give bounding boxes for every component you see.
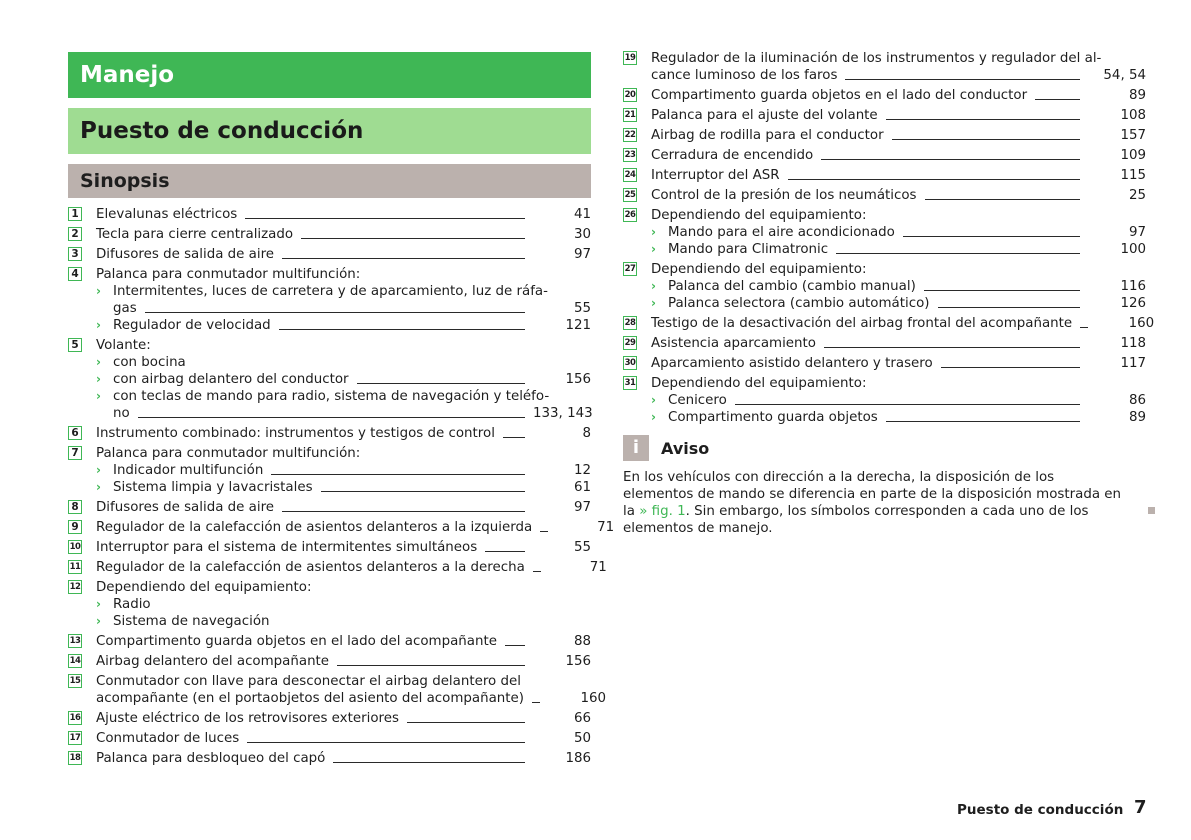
item-text: Elevalunas eléctricos [96, 207, 238, 222]
item-text: cance luminoso de los faros [651, 68, 838, 83]
page-reference[interactable]: 97 [573, 500, 591, 515]
leader-line [138, 417, 525, 418]
leader-line [821, 159, 1080, 160]
page-reference[interactable]: 55 [573, 540, 591, 555]
item-text: Airbag delantero del acompañante [96, 654, 330, 669]
leader-line [245, 218, 525, 219]
leader-line [337, 665, 525, 666]
page-reference[interactable]: 156 [565, 372, 591, 387]
item-text: Radio [113, 597, 151, 612]
page-reference[interactable]: 157 [1120, 128, 1146, 143]
list-item [68, 653, 591, 670]
notice-text-before: En los vehículos con dirección a la derecha, la disposición de los elementos de mando se diferencia en parte de la disposición mostrada en la [623, 470, 1122, 519]
item-text: Asistencia aparcamiento [651, 336, 816, 351]
list-item [68, 425, 591, 442]
item-text: Ajuste eléctrico de los retrovisores exteriores [96, 711, 399, 726]
leader-line [145, 312, 525, 313]
leader-line [407, 722, 525, 723]
item-text: Difusores de salida de aire [96, 500, 275, 515]
page-reference[interactable]: 121 [565, 318, 591, 333]
leader-line [1080, 327, 1088, 328]
list-item-line [68, 462, 591, 479]
list-item [623, 335, 1146, 352]
item-text: Regulador de la iluminación de los instrumentos y regulador del al- [651, 51, 1102, 66]
list-item [68, 710, 591, 727]
item-number-badge: 10 [69, 542, 81, 552]
item-number-badge: 4 [68, 267, 82, 281]
item-text: con teclas de mando para radio, sistema de navegación y teléfo- [113, 389, 550, 404]
item-text: Compartimento guarda objetos en el lado del acompañante [96, 634, 497, 649]
page-reference[interactable]: 25 [1128, 188, 1146, 203]
leader-line [321, 491, 525, 492]
figure-link[interactable]: » fig. 1 [639, 504, 686, 519]
leader-line [333, 762, 525, 763]
item-text: Compartimento guarda objetos en el lado del conductor [651, 88, 1028, 103]
item-text: Dependiendo del equipamiento: [96, 580, 312, 595]
list-item-line [623, 224, 1146, 241]
page-reference[interactable]: 156 [565, 654, 591, 669]
overview-list-right [623, 50, 1155, 426]
leader-line [924, 290, 1080, 291]
leader-line [279, 329, 525, 330]
page-reference[interactable]: 30 [573, 227, 591, 242]
list-item [68, 519, 615, 536]
item-number-badge: 25 [624, 190, 636, 200]
item-text: Regulador de la calefacción de asientos delanteros a la derecha [96, 560, 525, 575]
notice-body [623, 469, 1123, 537]
item-number-badge: 11 [69, 562, 81, 572]
notice-box [623, 435, 1146, 537]
list-item [68, 337, 591, 354]
list-item-line [623, 67, 1146, 84]
item-number-badge: 7 [68, 446, 82, 460]
leader-line [282, 258, 525, 259]
chevron-right-icon: › [651, 296, 656, 310]
leader-line [540, 531, 548, 532]
leader-line [938, 307, 1080, 308]
list-item-line [68, 371, 591, 388]
item-text: Palanca para desbloqueo del capó [96, 751, 326, 766]
leader-line [503, 437, 525, 438]
list-item [623, 107, 1146, 124]
leader-line [735, 404, 1080, 405]
item-text: Dependiendo del equipamiento: [651, 262, 867, 277]
leader-line [533, 571, 541, 572]
list-item-line [623, 409, 1146, 426]
item-text: Mando para el aire acondicionado [668, 225, 895, 240]
list-item-line [68, 690, 606, 707]
item-text: Conmutador con llave para desconectar el airbag delantero del [96, 674, 521, 689]
item-number-badge: 8 [68, 500, 82, 514]
item-number-badge: 18 [69, 753, 81, 763]
chevron-right-icon: › [651, 242, 656, 256]
chevron-right-icon: › [96, 614, 101, 628]
item-text: acompañante (en el portaobjetos del asiento del acompañante) [96, 691, 524, 706]
item-number-badge: 21 [624, 110, 636, 120]
page-reference[interactable]: 186 [565, 751, 591, 766]
chevron-right-icon: › [651, 410, 656, 424]
chevron-right-icon: › [96, 597, 101, 611]
list-item [623, 187, 1146, 204]
leader-line [788, 179, 1080, 180]
item-number-badge: 5 [68, 338, 82, 352]
chevron-right-icon: › [96, 463, 101, 477]
item-text: Intermitentes, luces de carretera y de aparcamiento, luz de ráfa- [113, 284, 548, 299]
item-text: Cenicero [668, 393, 727, 408]
item-text: Mando para Climatronic [668, 242, 829, 257]
list-item [68, 579, 591, 596]
list-item [623, 315, 1155, 332]
notice-text-after: . Sin embargo, los símbolos corresponden a cada uno de los elementos de manejo. [623, 504, 1089, 536]
item-text: Compartimento guarda objetos [668, 410, 878, 425]
page-reference[interactable]: 133, 143 [533, 406, 593, 421]
item-number-badge: 29 [624, 338, 636, 348]
end-of-section-marker [1148, 507, 1155, 514]
item-text: no [113, 406, 130, 421]
item-number-badge: 26 [624, 210, 636, 220]
chevron-right-icon: › [96, 318, 101, 332]
leader-line [892, 139, 1080, 140]
chevron-right-icon: › [96, 389, 101, 403]
page-reference[interactable]: 100 [1120, 242, 1146, 257]
item-number-badge: 16 [69, 713, 81, 723]
item-text: Control de la presión de los neumáticos [651, 188, 917, 203]
list-item [623, 375, 1146, 392]
item-text: Tecla para cierre centralizado [96, 227, 294, 242]
item-text: Palanca para conmutador multifunción: [96, 267, 361, 282]
item-text: Volante: [96, 338, 151, 353]
leader-line [903, 236, 1080, 237]
leader-line [925, 199, 1080, 200]
list-item [68, 539, 591, 556]
item-text: Indicador multifunción [113, 463, 264, 478]
item-number-badge: 3 [68, 247, 82, 261]
item-number-badge: 30 [624, 358, 636, 368]
chevron-right-icon: › [96, 480, 101, 494]
leader-line [886, 119, 1080, 120]
page-reference[interactable]: 115 [1120, 168, 1146, 183]
list-item [68, 730, 591, 747]
page-reference[interactable]: 55 [573, 301, 591, 316]
item-text: Conmutador de luces [96, 731, 240, 746]
item-number-badge: 27 [624, 264, 636, 274]
item-text: Dependiendo del equipamiento: [651, 208, 867, 223]
list-item-line [68, 354, 591, 371]
page-number: 7 [1134, 797, 1147, 818]
list-item [623, 147, 1146, 164]
leader-line [845, 79, 1080, 80]
list-item-line [68, 405, 591, 422]
page-reference[interactable]: 41 [573, 207, 591, 222]
list-item [68, 559, 607, 576]
chapter-header: Manejo [68, 52, 591, 98]
list-item [68, 206, 591, 223]
list-item [68, 246, 591, 263]
item-text: Regulador de la calefacción de asientos delanteros a la izquierda [96, 520, 533, 535]
subsection-header: Sinopsis [68, 164, 591, 198]
item-text: Interruptor del ASR [651, 168, 780, 183]
list-item [623, 167, 1146, 184]
page-reference[interactable]: 109 [1120, 148, 1146, 163]
chevron-right-icon: › [96, 284, 101, 298]
page-reference[interactable]: 66 [573, 711, 591, 726]
overview-list-left [68, 206, 615, 767]
list-item-line [623, 278, 1146, 295]
item-number-badge: 31 [624, 378, 636, 388]
page-reference[interactable]: 86 [1128, 393, 1146, 408]
page-reference[interactable]: 117 [1120, 356, 1146, 371]
list-item [623, 50, 1146, 67]
list-item [623, 261, 1146, 278]
list-item [623, 87, 1146, 104]
item-number-badge: 24 [624, 170, 636, 180]
item-text: Interruptor para el sistema de intermitentes simultáneos [96, 540, 478, 555]
list-item-line [68, 479, 591, 496]
item-text: Sistema limpia y lavacristales [113, 480, 313, 495]
page-reference[interactable]: 89 [1128, 410, 1146, 425]
leader-line [282, 511, 525, 512]
item-text: Testigo de la desactivación del airbag frontal del acompañante [651, 316, 1073, 331]
page-reference[interactable]: 8 [582, 426, 591, 441]
list-item [68, 633, 591, 650]
page-reference[interactable]: 97 [573, 247, 591, 262]
page-reference[interactable]: 97 [1128, 225, 1146, 240]
item-text: con bocina [113, 355, 186, 370]
leader-line [505, 645, 525, 646]
item-number-badge: 15 [69, 676, 81, 686]
item-number-badge: 23 [624, 150, 636, 160]
footer-section-title: Puesto de conducción [957, 802, 1124, 818]
page-reference[interactable]: 50 [573, 731, 591, 746]
page-reference[interactable]: 54, 54 [1103, 68, 1146, 83]
chevron-right-icon: › [96, 372, 101, 386]
info-icon: i [623, 435, 649, 461]
page-reference[interactable]: 160 [580, 691, 606, 706]
page-reference[interactable]: 88 [573, 634, 591, 649]
list-item-line [68, 388, 591, 405]
leader-line [271, 474, 525, 475]
item-number-badge: 1 [68, 207, 82, 221]
item-number-badge: 6 [68, 426, 82, 440]
leader-line [532, 702, 540, 703]
leader-line [824, 347, 1080, 348]
item-text: Regulador de velocidad [113, 318, 271, 333]
list-item-line [623, 295, 1146, 312]
list-item-line [68, 317, 591, 334]
section-header: Puesto de conducción [68, 108, 591, 154]
list-item-line [68, 613, 591, 630]
item-number-badge: 17 [69, 733, 81, 743]
leader-line [1035, 99, 1080, 100]
item-number-badge: 14 [69, 656, 81, 666]
page-reference[interactable]: 108 [1120, 108, 1146, 123]
list-item [68, 445, 591, 462]
page-reference[interactable]: 89 [1128, 88, 1146, 103]
page-reference[interactable]: 116 [1120, 279, 1146, 294]
item-number-badge: 12 [69, 582, 81, 592]
item-text: Palanca selectora (cambio automático) [668, 296, 930, 311]
item-number-badge: 2 [68, 227, 82, 241]
notice-header [623, 435, 1146, 461]
item-number-badge: 20 [624, 90, 636, 100]
item-text: Instrumento combinado: instrumentos y testigos de control [96, 426, 495, 441]
item-number-badge: 19 [624, 53, 636, 63]
chevron-right-icon: › [96, 355, 101, 369]
item-text: Cerradura de encendido [651, 148, 814, 163]
leader-line [485, 551, 525, 552]
leader-line [886, 421, 1080, 422]
leader-line [247, 742, 525, 743]
list-item [68, 673, 591, 690]
list-item-line [68, 596, 591, 613]
item-text: Aparcamiento asistido delantero y trasero [651, 356, 933, 371]
item-text: Difusores de salida de aire [96, 247, 275, 262]
item-text: Dependiendo del equipamiento: [651, 376, 867, 391]
page-reference[interactable]: 71 [589, 560, 607, 575]
item-number-badge: 13 [69, 636, 81, 646]
item-text: Palanca para el ajuste del volante [651, 108, 878, 123]
page-reference[interactable]: 126 [1120, 296, 1146, 311]
chevron-right-icon: › [651, 279, 656, 293]
notice-title: Aviso [661, 438, 710, 458]
list-item-line [623, 392, 1146, 409]
list-item-line [623, 241, 1146, 258]
item-text: Sistema de navegación [113, 614, 270, 629]
list-item [68, 499, 591, 516]
leader-line [941, 367, 1080, 368]
item-number-badge: 22 [624, 130, 636, 140]
list-item [68, 226, 591, 243]
leader-line [357, 383, 525, 384]
page-reference[interactable]: 61 [573, 480, 591, 495]
item-number-badge: 9 [68, 520, 82, 534]
page-reference[interactable]: 71 [597, 520, 615, 535]
chevron-right-icon: › [651, 393, 656, 407]
list-item [623, 355, 1146, 372]
item-text: gas [113, 301, 137, 316]
list-item-line [68, 283, 591, 300]
leader-line [301, 238, 525, 239]
list-item-line [68, 300, 591, 317]
item-number-badge: 28 [624, 318, 636, 328]
item-text: Airbag de rodilla para el conductor [651, 128, 884, 143]
item-text: Palanca para conmutador multifunción: [96, 446, 361, 461]
page-reference[interactable]: 118 [1120, 336, 1146, 351]
list-item [623, 207, 1146, 224]
list-item [68, 750, 591, 767]
chevron-right-icon: › [651, 225, 656, 239]
item-text: Palanca del cambio (cambio manual) [668, 279, 916, 294]
item-text: con airbag delantero del conductor [113, 372, 349, 387]
list-item [623, 127, 1146, 144]
page-reference[interactable]: 12 [573, 463, 591, 478]
page-reference[interactable]: 160 [1128, 316, 1155, 331]
list-item [68, 266, 591, 283]
leader-line [836, 253, 1080, 254]
